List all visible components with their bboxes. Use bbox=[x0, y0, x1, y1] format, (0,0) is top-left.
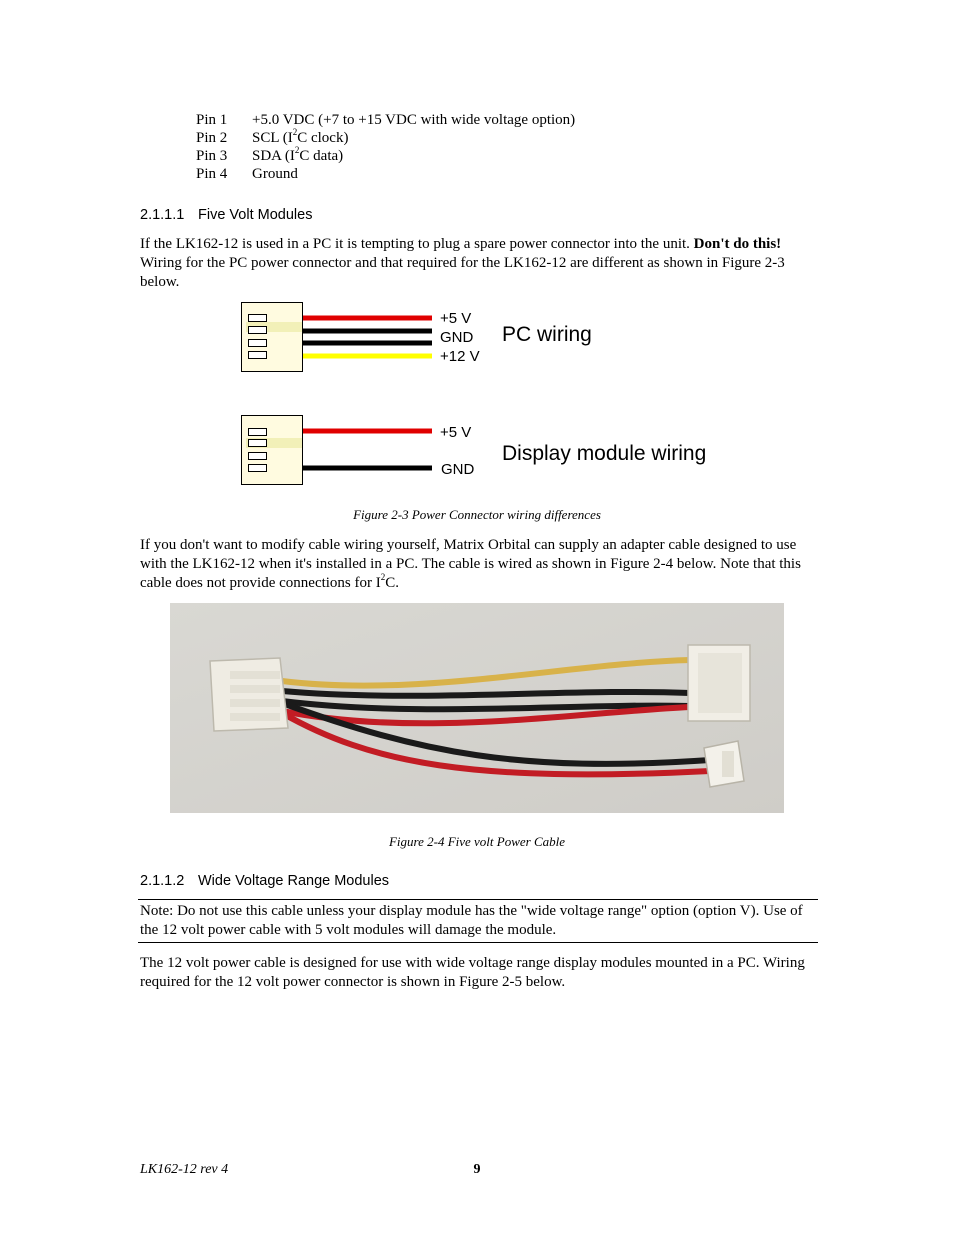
section-heading-wide-voltage: 2.1.1.2 Wide Voltage Range Modules bbox=[140, 873, 390, 889]
warning-note: Note: Do not use this cable unless your display module has the "wide voltage range" option (option V). Use of the 12 volt power cable with 5 volt modules will damage the module. bbox=[138, 899, 818, 943]
pin-label: Pin 3 bbox=[196, 148, 228, 164]
display-connector bbox=[242, 416, 303, 485]
pc-connector bbox=[242, 303, 303, 372]
section-heading-five-volt: 2.1.1.1 Five Volt Modules bbox=[140, 207, 313, 223]
footer-document-id: LK162-12 rev 4 bbox=[140, 1162, 229, 1177]
label-display-5v: +5 V bbox=[440, 424, 472, 441]
label-display-gnd: GND bbox=[441, 461, 475, 478]
pin-label: Pin 4 bbox=[196, 166, 228, 182]
pin-description: SDA ($I^2C$ data) bbox=[252, 145, 344, 164]
paragraph-adapter-cable: If you don't want to modify cable wiring yourself, Matrix Orbital can supply an adapter cable designed to use with the LK162-12 when it's installed in a PC. The cable is wired as shown in Figure 2-4 below. Note that this cable does not provide connections for $I^2C$. bbox=[140, 537, 801, 591]
label-pc-5v: +5 V bbox=[440, 310, 472, 327]
pin-description: Ground bbox=[252, 166, 298, 182]
label-pc-gnd: GND bbox=[440, 329, 474, 346]
title-pc-wiring: PC wiring bbox=[502, 323, 592, 346]
paragraph-intro: If the LK162-12 is used in a PC it is tempting to plug a spare power connector into the unit. Don't do this! Wiring for the PC power connector and that required for the LK162-12 are different as shown in Figure 2-3 below. bbox=[140, 236, 785, 290]
title-display-wiring: Display module wiring bbox=[502, 442, 707, 465]
cable-photo bbox=[170, 603, 784, 813]
pin-label: Pin 2 bbox=[196, 130, 228, 146]
page-number: 9 bbox=[473, 1162, 481, 1177]
figure-caption-2-3: Figure 2-3 Power Connector wiring differences bbox=[353, 507, 601, 522]
pin-description: SCL ($I^2C$ clock) bbox=[252, 127, 349, 146]
pin-description: +5.0 VDC (+7 to +15 VDC with wide voltage option) bbox=[252, 112, 576, 128]
figure-caption-2-4: Figure 2-4 Five volt Power Cable bbox=[388, 834, 566, 849]
label-pc-12v: +12 V bbox=[440, 348, 480, 365]
wiring-diagram bbox=[236, 298, 736, 490]
paragraph-12v-cable: The 12 volt power cable is designed for use with wide voltage range display modules mounted in a PC. Wiring required for the 12 volt power connector is shown in Figure 2-5 below. bbox=[140, 955, 805, 990]
pin-label: Pin 1 bbox=[196, 112, 228, 128]
